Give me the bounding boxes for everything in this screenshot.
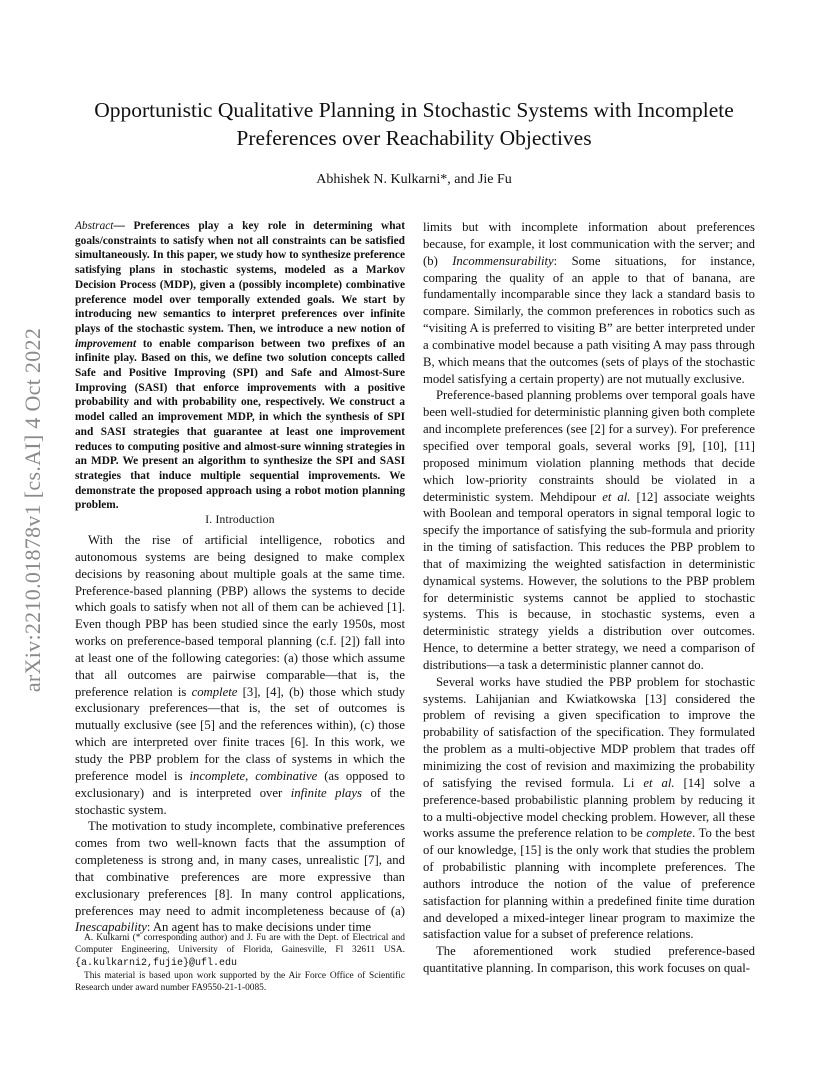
title-line-2: Preferences over Reachability Objectives <box>236 126 592 150</box>
section-title: I. Introduction <box>205 514 275 526</box>
text-run: The motivation to study incomplete, combinative preferences comes from two well-known facts that the assumption of completeness is strong and, in many cases, unrealistic [7], and that combinative preferences are more expressive than exclusionary preferences [8]. In many control applications, preferences may need to admit incompleteness because of (a) <box>75 819 405 918</box>
paper-title <box>60 96 768 152</box>
author-email: {a.kulkarni2,fujie}@ufl.edu <box>75 957 238 969</box>
paragraph <box>423 674 755 944</box>
emphasis: incomplete <box>189 768 246 783</box>
text-run: [12] associate weights with Boolean and temporal operators in signal temporal logic to specify the importance of satisfying the sub-formula and priority in the timing of satisfaction. This reduces the PBP problem to that of maximizing the weighted satisfaction in deterministic dynamical systems. However, the solutions to the PBP problem for deterministic systems cannot be applied to stochastic systems. This is because, in stochastic systems, even a deterministic strategy yields a distribution over outcomes. Hence, to determine a better strategy, we need a comparison of distributions—a task a deterministic planner cannot do. <box>423 489 755 672</box>
text-run: [3], [4], (b) those which study exclusionary preferences—that is, the set of outcomes is mutually exclusive (see [5] and the references within), (c) those which are interpreted over finite traces [6]. In this work, we study the PBP problem for the class of systems in which the preference model is <box>75 684 406 783</box>
paragraph <box>75 532 405 818</box>
paragraph <box>75 818 405 936</box>
text-run: A. Kulkarni (* corresponding author) and J. Fu are with the Dept. of Electrical and Computer Engineering, University of Florida, Gainesville, Fl 32611 USA. <box>75 933 405 956</box>
text-run: [14] solve a preference-based probabilistic planning problem by reducing it to a multi-objective model checking problem. However, all these works assume the preference relation to be <box>423 775 755 841</box>
right-column-body <box>423 219 755 977</box>
emphasis: complete <box>191 684 238 699</box>
text-run: Preference-based planning problems over temporal goals have been well-studied for deterministic planning given both complete and incomplete preferences (see [2] for a survey). For preference specified over temporal goals, several works [9], [10], [11] proposed minimum violation planning methods that decide which low-priority constraints should be violated in a deterministic system. Mehdipour <box>423 388 755 504</box>
section-heading <box>75 514 405 526</box>
abstract-text-1: Preferences play a key role in determining what goals/constraints to satisfy when not all constraints can be satisfied simultaneously. In this paper, we study how to synthesize preference satisfying plans in stochastic systems, modeled as a Markov Decision Process (MDP), given a (possibly incomplete) combinative preference model over temporally extended goals. We start by introducing new semantics to interpret preferences over infinite plays of the stochastic system. Then, we introduce a new notion of <box>75 220 405 335</box>
text-run: limits but with incomplete information about preferences because, for example, it lost communication with the server; and (b) <box>423 220 755 268</box>
abstract-text-2: to enable comparison between two prefixes of an infinite play. Based on this, we define two solution concepts called Safe and Positive Improving (SPI) and Safe and Almost-Sure Improving (SASI) that enforce improvements with a positive probability and with probability one, respectively. We construct a model called an improvement MDP, in which the synthesis of SPI and SASI strategies that guarantee at least one improvement reduces to computing positive and almost-sure winning strategies in an MDP. We present an algorithm to synthesize the SPI and SASI strategies that induce multiple sequential improvements. We demonstrate the proposed approach using a robot motion planning problem. <box>75 337 405 512</box>
emphasis: Incommensurability <box>452 253 554 268</box>
paragraph <box>423 943 755 977</box>
left-column-body <box>75 532 405 936</box>
emphasis: et al. <box>602 489 631 504</box>
emphasis: et al. <box>643 775 675 790</box>
text-run: of the stochastic system. <box>75 785 406 817</box>
arxiv-id-text: arXiv:2210.01878v1 [cs.AI] 4 Oct 2022 <box>20 327 45 693</box>
abstract <box>75 219 405 513</box>
paragraph <box>423 387 755 673</box>
emphasis: complete <box>646 826 693 841</box>
text-run: , <box>245 768 256 783</box>
text-run: With the rise of artificial intelligence, robotics and autonomous systems are being designed to make complex decisions by reasoning about multiple goals at the same time. Preference-based planning (PBP) allows the systems to decide which goals to satisfy when not all of them can be achieved [1]. Even though PBP has been studied since the early 1950s, most works on preference-based temporal planning (c.f. [2]) fall into at least one of the following categories: (a) those which assume that all outcomes are pairwise comparable—that is, the preference relation is <box>75 533 405 699</box>
emphasis: infinite plays <box>290 785 362 800</box>
author-list: Abhishek N. Kulkarni*, and Jie Fu <box>316 172 512 187</box>
title-line-1: Opportunistic Qualitative Planning in Stochastic Systems with Incomplete <box>94 98 734 122</box>
text-run: (as opposed to exclusionary) and is interpreted over <box>75 768 406 800</box>
abstract-dash: — <box>113 220 134 232</box>
emphasis: Inescapability <box>75 920 147 935</box>
emphasis: combinative <box>255 768 318 783</box>
footnotes <box>75 932 405 994</box>
text-run: Several works have studied the PBP problem for stochastic systems. Lahijanian and Kwiatkowska [13] considered the problem of revising a given specification to improve the probability of satisfaction of the specification. They formulated the problem as a multi-objective MDP problem that trades off minimizing the cost of revision and maximizing the probability of satisfying the revised formula. Li <box>423 674 755 790</box>
text-run: : Some situations, for instance, comparing the quality of an apple to that of banana, are fundamentally incomparable since they lack a standard basis to compare. Similarly, the common preferences in robotics such as “visiting A is preferred to visiting B” are better interpreted under a combinative model because a path visiting A may pass through B, which means that the outcomes (sets of plays of the stochastic model satisfying a certain property) are not mutually exclusive. <box>423 253 755 386</box>
arxiv-identifier <box>18 300 48 720</box>
abstract-improvement: improvement <box>75 337 137 350</box>
text-run: : An agent has to make decisions under time <box>146 920 371 935</box>
abstract-lead: Abstract <box>75 220 114 232</box>
text-run: The aforementioned work studied preference-based quantitative planning. In comparison, this work focuses on qual- <box>423 944 755 976</box>
footnote-affiliation <box>75 932 405 970</box>
footnote-funding: This material is based upon work supported by the Air Force Office of Scientific Research under award number FA9550-21-1-0085. <box>75 970 405 994</box>
text-run: . To the best of our knowledge, [15] is the only work that studies the problem of probabilistic planning with incomplete preferences. The authors introduce the notion of the value of preference satisfaction for planning within a predefined finite time duration and developed a mixed-integer linear program to maximize the satisfaction value for a subset of preference relations. <box>423 826 755 942</box>
paragraph <box>423 219 755 387</box>
